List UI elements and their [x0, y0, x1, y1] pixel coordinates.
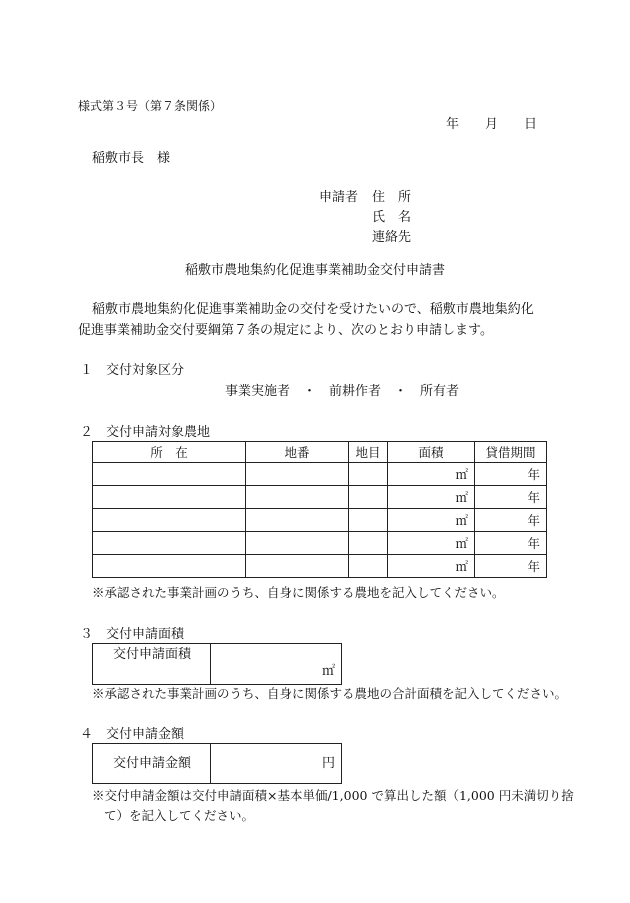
application-area-input[interactable] [211, 644, 341, 684]
col-land-category-header: 地目 [349, 442, 388, 463]
applicant-contact-label: 連絡先 [372, 230, 412, 245]
lot-number-cell[interactable] [246, 463, 349, 486]
application-amount-label-cell [93, 744, 211, 783]
applicant-address-label: 住 所 [372, 190, 412, 205]
land-category-cell[interactable] [349, 509, 388, 532]
date-day-label: 日 [524, 117, 538, 132]
table-row [93, 509, 547, 532]
lot-number-cell[interactable] [246, 486, 349, 509]
lease-period-cell[interactable]: 年 [475, 463, 547, 486]
section3-note: ※承認された事業計画のうち、自身に関係する農地の合計面積を記入してください。 [92, 686, 568, 701]
addressee: 稲敷市長 様 [92, 151, 171, 166]
location-cell[interactable] [93, 486, 246, 509]
section2-heading: ２ 交付申請対象農地 [80, 425, 211, 440]
location-cell[interactable] [93, 509, 246, 532]
applicant-name-label: 氏 名 [372, 210, 412, 225]
area-cell[interactable]: ㎡ [388, 509, 475, 532]
section4-note-line-1: ※交付申請金額は交付申請面積×基本単価/1,000 で算出した額（1,000 円未満切り捨 [92, 788, 574, 803]
location-cell[interactable] [93, 463, 246, 486]
lease-period-cell[interactable]: 年 [475, 532, 547, 555]
area-cell[interactable]: ㎡ [388, 463, 475, 486]
table-row [93, 463, 547, 486]
section4-heading: ４ 交付申請金額 [80, 727, 185, 742]
farmland-table [92, 441, 547, 578]
body-line-2: 促進事業補助金交付要綱第７条の規定により、次のとおり申請します。 [78, 323, 493, 338]
section3-heading: ３ 交付申請面積 [80, 627, 185, 642]
location-cell[interactable] [93, 532, 246, 555]
application-amount-label: 交付申請金額 [112, 756, 191, 771]
application-amount-box [92, 743, 342, 784]
section1-options: 事業実施者 ・ 前耕作者 ・ 所有者 [225, 384, 460, 399]
application-area-box [92, 643, 342, 685]
land-category-cell[interactable] [349, 463, 388, 486]
date-year-label: 年 [446, 117, 460, 132]
location-cell[interactable] [93, 555, 246, 578]
table-row [93, 532, 547, 555]
application-area-label: 交付申請面積 [112, 647, 191, 662]
lease-period-cell[interactable]: 年 [475, 486, 547, 509]
lot-number-cell[interactable] [246, 509, 349, 532]
area-cell[interactable]: ㎡ [388, 486, 475, 509]
table-row [93, 486, 547, 509]
farmland-table-header [93, 442, 547, 463]
area-unit-label: ㎡ [321, 664, 335, 679]
application-amount-input[interactable] [211, 744, 341, 783]
yen-unit-label: 円 [321, 756, 335, 771]
section2-note: ※承認された事業計画のうち、自身に関係する農地を記入してください。 [92, 585, 505, 600]
col-lot-number-header: 地番 [246, 442, 349, 463]
land-category-cell[interactable] [349, 555, 388, 578]
col-area-header: 面積 [388, 442, 475, 463]
application-area-label-cell [93, 644, 211, 684]
lease-period-cell[interactable]: 年 [475, 509, 547, 532]
land-category-cell[interactable] [349, 486, 388, 509]
lot-number-cell[interactable] [246, 555, 349, 578]
body-line-1: 稲敷市農地集約化促進事業補助金の交付を受けたいので、稲敷市農地集約化 [92, 302, 534, 317]
land-category-cell[interactable] [349, 532, 388, 555]
col-location-header: 所 在 [93, 442, 246, 463]
area-cell[interactable]: ㎡ [388, 555, 475, 578]
date-month-label: 月 [485, 117, 499, 132]
document-title: 稲敷市農地集約化促進事業補助金交付申請書 [184, 263, 445, 278]
form-number: 様式第３号（第７条関係） [78, 99, 223, 113]
section4-note-line-2: て）を記入してください。 [104, 808, 255, 823]
area-cell[interactable]: ㎡ [388, 532, 475, 555]
applicant-label: 申請者 [319, 190, 359, 205]
lot-number-cell[interactable] [246, 532, 349, 555]
col-lease-period-header: 貸借期間 [475, 442, 547, 463]
lease-period-cell[interactable]: 年 [475, 555, 547, 578]
table-row [93, 555, 547, 578]
section1-heading: １ 交付対象区分 [80, 363, 185, 378]
